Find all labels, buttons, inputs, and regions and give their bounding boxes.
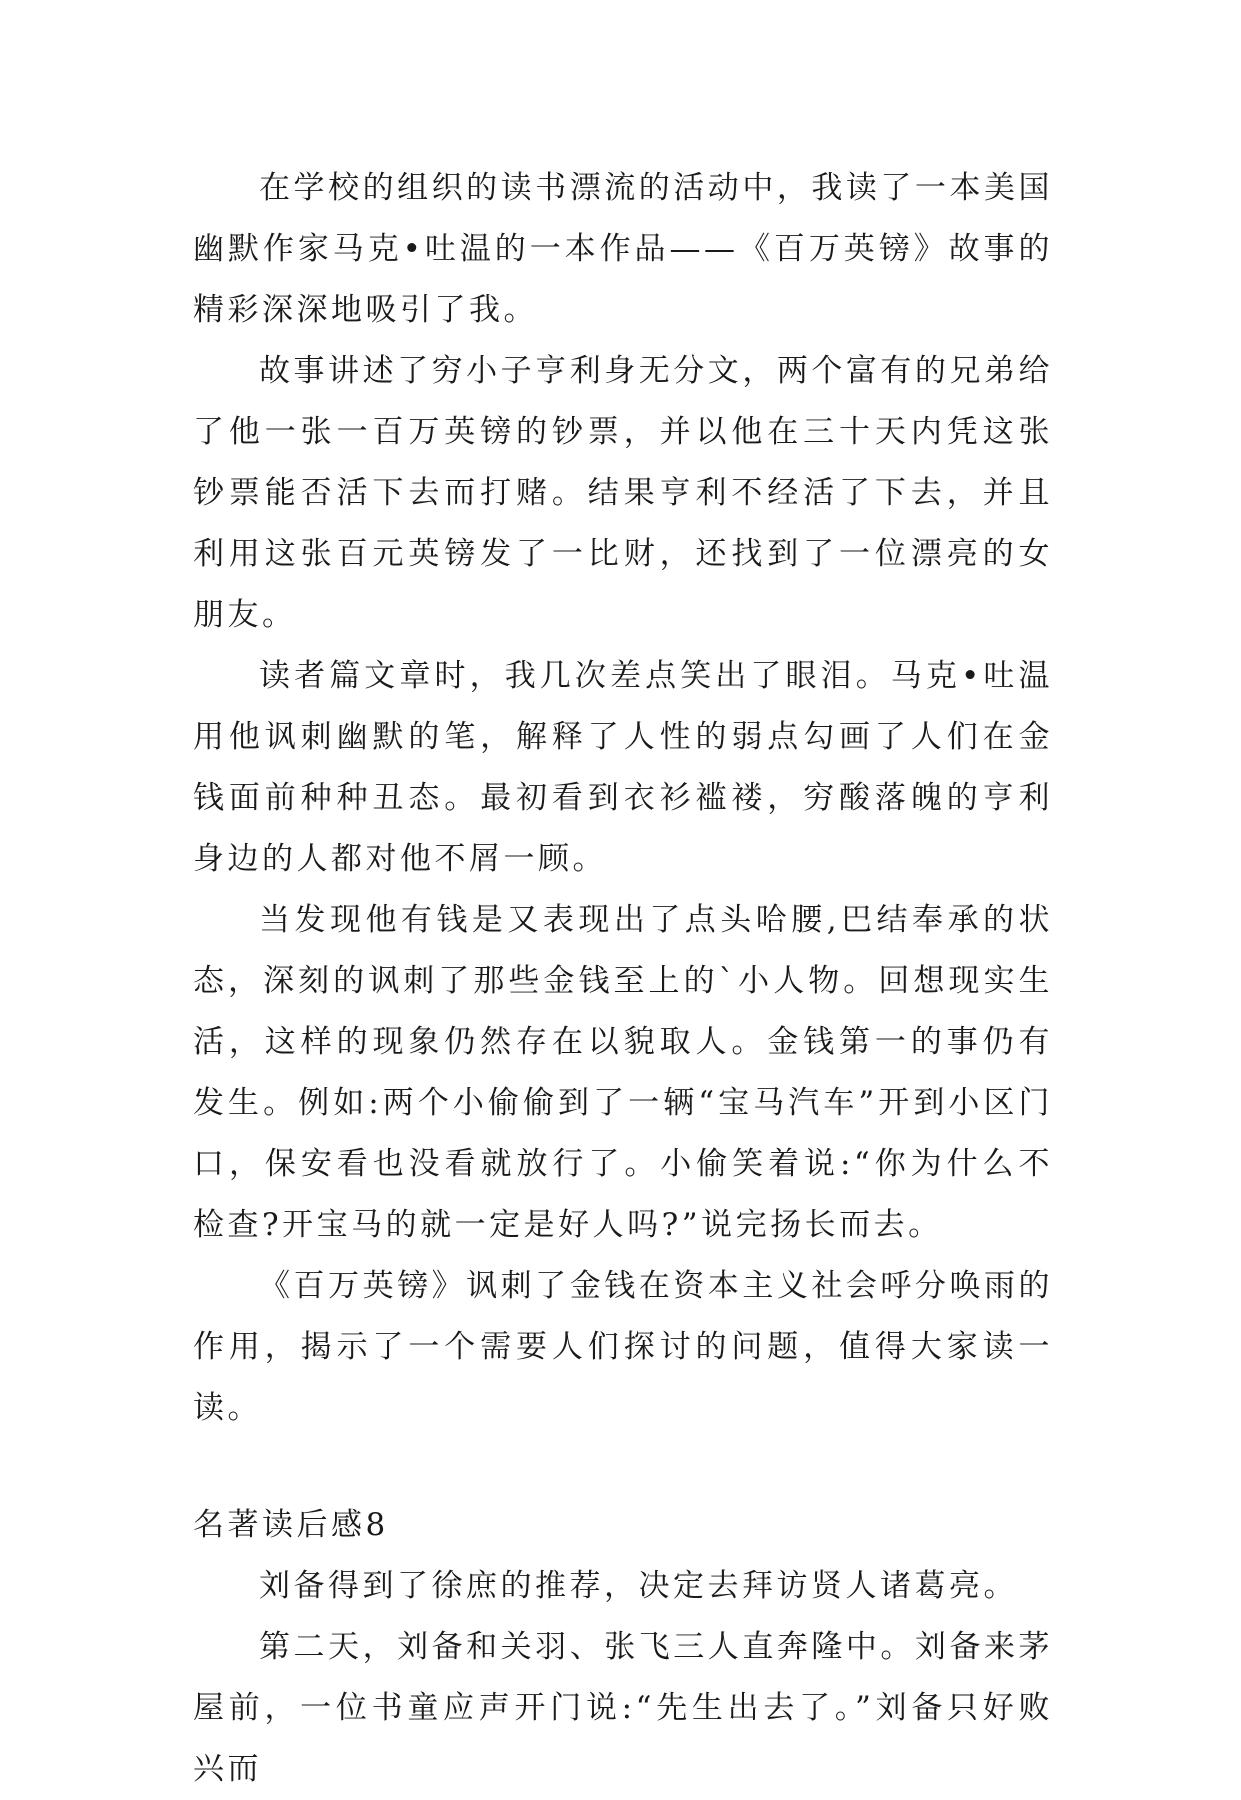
paragraph: 在学校的组织的读书漂流的活动中，我读了一本美国幽默作家马克•吐温的一本作品——《百万英镑》故事的精彩深深地吸引了我。 <box>193 170 1053 328</box>
document-body <box>193 158 1053 1800</box>
paragraph: 刘备得到了徐庶的推荐，决定去拜访贤人诸葛亮。 <box>259 1568 1018 1604</box>
section-heading: 名著读后感8 <box>193 1507 389 1543</box>
paragraph: 故事讲述了穷小子亨利身无分文，两个富有的兄弟给了他一张一百万英镑的钞票，并以他在三十天内凭这张钞票能否活下去而打赌。结果亨利不经活了下去，并且利用这张百元英镑发了一比财，还找到了一位漂亮的女朋友。 <box>193 353 1053 633</box>
paragraph: 读者篇文章时，我几次差点笑出了眼泪。马克•吐温用他讽刺幽默的笔，解释了人性的弱点勾画了人们在金钱面前种种丑态。最初看到衣衫褴褛，穷酸落魄的亨利身边的人都对他不屑一顾。 <box>193 658 1053 877</box>
paragraph: 第二天，刘备和关羽、张飞三人直奔隆中。刘备来茅屋前，一位书童应声开门说:“先生出去了。”刘备只好败兴而 <box>193 1629 1053 1787</box>
paragraph: 当发现他有钱是又表现出了点头哈腰,巴结奉承的状态，深刻的讽刺了那些金钱至上的`小人物。回想现实生活，这样的现象仍然存在以貌取人。金钱第一的事仍有发生。例如:两个小偷偷到了一辆“宝马汽车”开到小区门口，保安看也没看就放行了。小偷笑着说:“你为什么不检查?开宝马的就一定是好人吗?”说完扬长而去。 <box>193 902 1053 1243</box>
paragraph: 《百万英镑》讽刺了金钱在资本主义社会呼分唤雨的作用，揭示了一个需要人们探讨的问题，值得大家读一读。 <box>193 1268 1053 1426</box>
